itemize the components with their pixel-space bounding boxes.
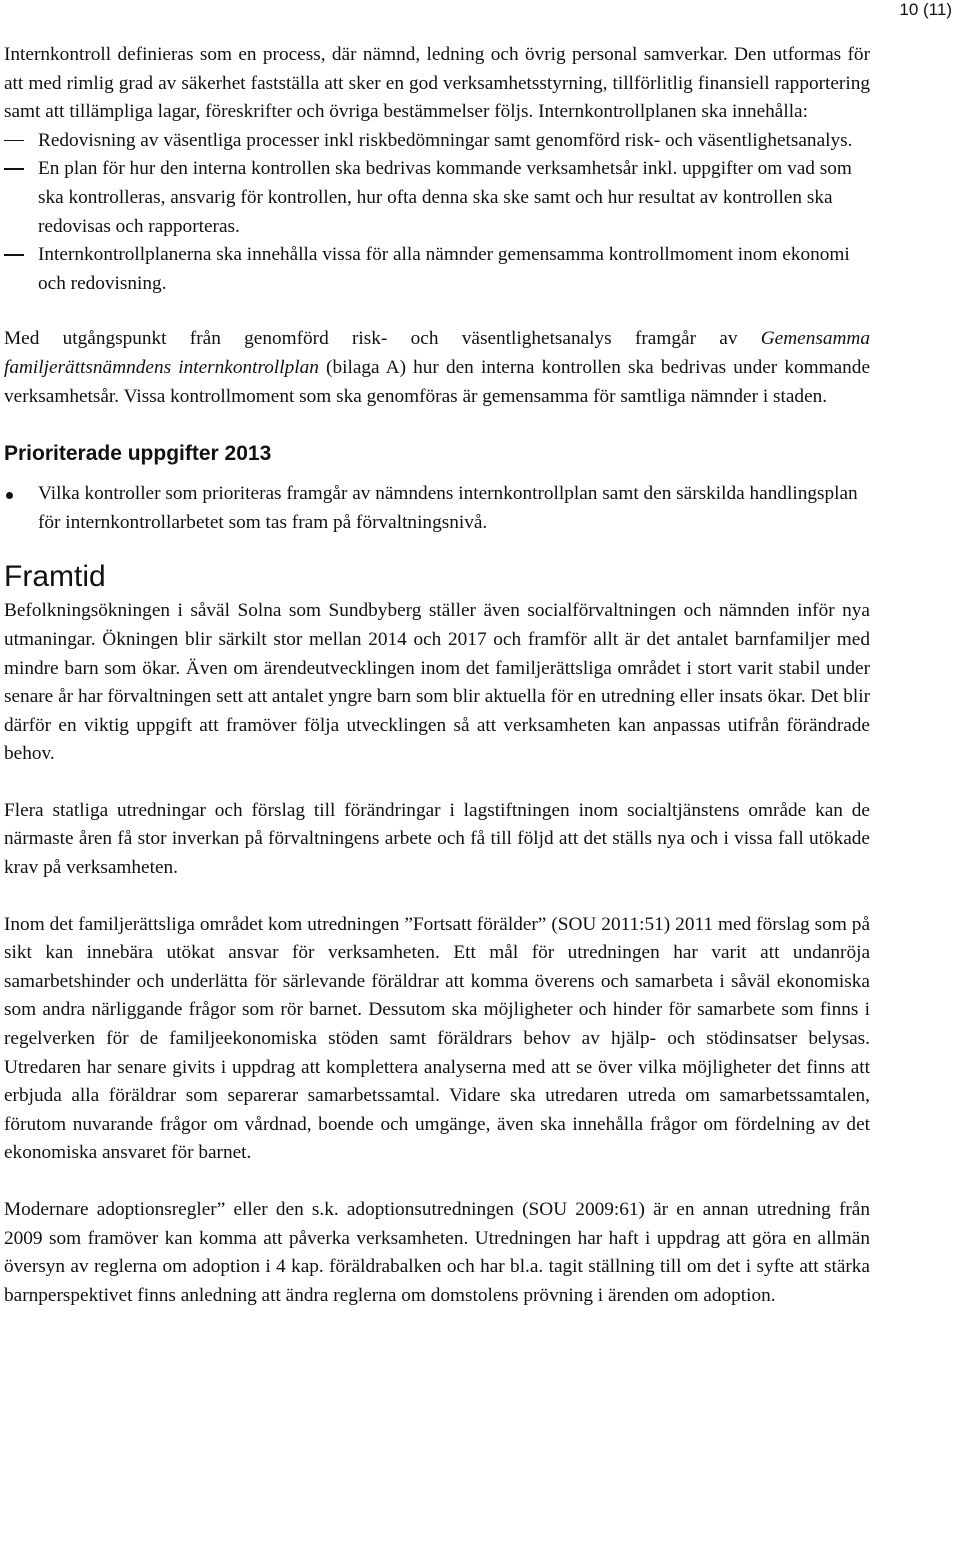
page-number: 10 (11): [899, 0, 952, 19]
future-paragraph-2: Flera statliga utredningar och förslag till förändringar i lagstiftningen inom socialtjänstens område kan de närmaste åren få stor inverkan på förvaltningens arbete och få till följd att det ställs nya och i vissa fall utökade krav på verksamheten.: [4, 799, 870, 879]
priorities-bullet-item: [4, 480, 870, 537]
dash-bullet-icon: [4, 140, 24, 142]
document-body: [4, 41, 870, 1310]
future-paragraph-4: Modernare adoptionsregler” eller den s.k. adoptionsutredningen (SOU 2009:61) är en annan utredning från 2009 som framöver kan komma att påverka verksamheten. Utredningen har haft i uppdrag att göra en allmän översyn av reglerna om adoption i 4 kap. föräldrabalken och har bl.a. tagit ställning till om det i syfte att stärka barnperspektivet finns anledning att ändra reglerna om domstolens prövning i ärenden om adoption.: [4, 1199, 870, 1306]
intro-tail: Internkontrollplanen ska innehålla:: [533, 101, 808, 123]
priorities-heading: Prioriterade uppgifter 2013: [4, 442, 272, 466]
dash-list: [4, 127, 870, 299]
future-heading: Framtid: [4, 560, 106, 594]
dash-bullet-icon: [4, 254, 24, 256]
future-paragraph-1: Befolkningsökningen i såväl Solna som Sundbyberg ställer även socialförvaltningen och nämnden inför nya utmaningar. Ökningen blir särkilt stor mellan 2014 och 2017 och framför allt är det antalet barnfamiljer med mindre barn som ökar. Även om ärendeutvecklingen inom det familjerättsliga området i stort varit stabil under senare år har förvaltningen sett att antalet yngre barn som blir aktuella för en utredning eller insats ökar. Det blir därför en viktig uppgift att framöver följa utvecklingen så att verksamheten kan anpassas utifrån förändrade behov.: [4, 600, 870, 765]
dash-list-item: [4, 241, 870, 298]
plan-text-after: (bilaga A) hur den interna kontrollen ska bedrivas under kommande verksamhetsår. Vissa kontrollmoment som ska genomföras är gemensamma för samtliga nämnder i staden.: [4, 356, 870, 407]
plan-text-before: Med utgångspunkt från genomförd risk- och väsentlighetsanalys framgår av: [4, 328, 761, 350]
plan-document-title: Gemensamma familjerättsnämndens internkontrollplan: [4, 328, 870, 378]
intro-paragraph: [4, 41, 870, 127]
priorities-bullet-list: [4, 480, 870, 537]
dash-bullet-icon: [4, 168, 24, 170]
dash-list-item: [4, 155, 870, 241]
dash-item-text: Internkontrollplanerna ska innehålla vissa för alla nämnder gemensamma kontrollmoment inom ekonomi och redovisning.: [38, 244, 850, 294]
bullet-dot-icon: [6, 492, 13, 499]
dash-list-item: [4, 127, 870, 156]
dash-item-text: En plan för hur den interna kontrollen ska bedrivas kommande verksamhetsår inkl. uppgifter om vad som ska kontrolleras, ansvarig för kontrollen, hur ofta denna ska ske samt och hur resultat av kontrollen ska redovisas och rapporteras.: [38, 158, 852, 237]
intro-text: Internkontroll definieras som en process, där nämnd, ledning och övrig personal samverkar. Den utformas för att med rimlig grad av säkerhet fastställa att sker en god verksamhetsstyrning, tillförlitlig finansiell rapportering samt att tillämpliga lagar, föreskrifter och övriga bestämmelser följs.: [4, 44, 870, 123]
dash-item-text: Redovisning av väsentliga processer inkl riskbedömningar samt genomförd risk- och väsentlighetsanalys.: [38, 129, 853, 151]
priorities-bullet-text: Vilka kontroller som prioriteras framgår av nämndens internkontrollplan samt den särskilda handlingsplan för internkontrollarbetet som tas fram på förvaltningsnivå.: [38, 483, 858, 533]
plan-paragraph: [4, 325, 870, 411]
future-paragraph-3: Inom det familjerättsliga området kom utredningen ”Fortsatt förälder” (SOU 2011:51) 2011 med förslag som på sikt kan innebära utökat ansvar för verksamheten. Ett mål för utredningen har varit att undanröja samarbetshinder och underlätta för särlevande föräldrar att komma överens och samarbeta i såväl ekonomiska som andra närliggande frågor som rör barnet. Dessutom ska möjligheter och hinder för samarbete som finns i regelverken för de familjeekonomiska stöden samt föräldrars behov av hjälp- och stödinsatser belysas. Utredaren har senare givits i uppdrag att komplettera analyserna med att se över vilka möjligheter det finns att erbjuda alla föräldrar som separerar samarbetssamtal. Vidare ska utredaren utreda om samarbetssamtalen, förutom nuvarande frågor om vårdnad, boende och umgänge, även ska innehålla frågor om fördelning av det ekonomiska ansvaret för barnet.: [4, 913, 870, 1164]
